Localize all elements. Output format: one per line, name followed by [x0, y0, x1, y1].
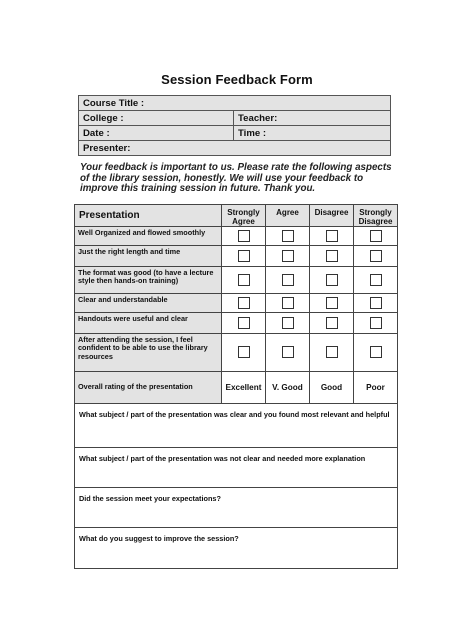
rating-checkbox[interactable] [326, 297, 338, 309]
overall-rating-label: Overall rating of the presentation [75, 372, 222, 404]
column-header: Strongly Disagree [354, 205, 398, 227]
rating-checkbox[interactable] [282, 274, 294, 286]
rating-checkbox[interactable] [326, 250, 338, 262]
rating-checkbox[interactable] [238, 297, 250, 309]
question-suggestions[interactable]: What do you suggest to improve the session? [75, 528, 398, 569]
table-row [75, 227, 398, 246]
form-title: Session Feedback Form [161, 72, 313, 87]
question-row [75, 404, 398, 448]
row-label: Handouts were useful and clear [75, 313, 222, 334]
college-field[interactable]: College : [79, 111, 234, 126]
teacher-field[interactable]: Teacher: [234, 111, 391, 126]
rating-checkbox[interactable] [326, 230, 338, 242]
row-label: The format was good (to have a lecture style then hands-on training) [75, 267, 222, 294]
intro-text: Your feedback is important to us. Please rate the following aspects of the library session, honestly. We will use your feedback to improve this training session in future. Thank you. [80, 162, 392, 195]
rating-checkbox[interactable] [282, 297, 294, 309]
question-relevant[interactable]: What subject / part of the presentation was clear and you found most relevant and helpful [75, 404, 398, 448]
table-row [75, 246, 398, 267]
rating-checkbox[interactable] [370, 317, 382, 329]
table-row [75, 313, 398, 334]
rating-checkbox[interactable] [238, 274, 250, 286]
rating-checkbox[interactable] [370, 230, 382, 242]
rating-checkbox[interactable] [282, 250, 294, 262]
rating-checkbox[interactable] [238, 317, 250, 329]
rating-checkbox[interactable] [282, 317, 294, 329]
date-field[interactable]: Date : [79, 126, 234, 141]
rating-checkbox[interactable] [326, 346, 338, 358]
table-row [75, 294, 398, 313]
session-info-table [78, 95, 391, 156]
rating-option[interactable]: V. Good [266, 372, 310, 404]
rating-checkbox[interactable] [238, 346, 250, 358]
rating-checkbox[interactable] [370, 297, 382, 309]
feedback-table [74, 204, 398, 569]
rating-checkbox[interactable] [370, 346, 382, 358]
rating-option[interactable]: Poor [354, 372, 398, 404]
question-row [75, 528, 398, 569]
time-field[interactable]: Time : [234, 126, 391, 141]
rating-option[interactable]: Good [310, 372, 354, 404]
row-label: Well Organized and flowed smoothly [75, 227, 222, 246]
rating-checkbox[interactable] [282, 346, 294, 358]
row-label: Just the right length and time [75, 246, 222, 267]
rating-checkbox[interactable] [326, 317, 338, 329]
question-row [75, 448, 398, 488]
row-label: After attending the session, I feel confident to be able to use the library resources [75, 334, 222, 372]
rating-checkbox[interactable] [370, 250, 382, 262]
question-expectations[interactable]: Did the session meet your expectations? [75, 488, 398, 528]
section-heading: Presentation [75, 205, 222, 227]
presenter-field[interactable]: Presenter: [79, 141, 391, 156]
rating-checkbox[interactable] [238, 230, 250, 242]
course-title-field[interactable]: Course Title : [79, 96, 391, 111]
column-header: Agree [266, 205, 310, 227]
overall-rating-row [75, 372, 398, 404]
column-header: Strongly Agree [222, 205, 266, 227]
rating-checkbox[interactable] [326, 274, 338, 286]
question-row [75, 488, 398, 528]
row-label: Clear and understandable [75, 294, 222, 313]
rating-option[interactable]: Excellent [222, 372, 266, 404]
rating-checkbox[interactable] [238, 250, 250, 262]
table-row [75, 334, 398, 372]
question-unclear[interactable]: What subject / part of the presentation was not clear and needed more explanation [75, 448, 398, 488]
rating-checkbox[interactable] [370, 274, 382, 286]
table-row [75, 267, 398, 294]
rating-checkbox[interactable] [282, 230, 294, 242]
column-header: Disagree [310, 205, 354, 227]
